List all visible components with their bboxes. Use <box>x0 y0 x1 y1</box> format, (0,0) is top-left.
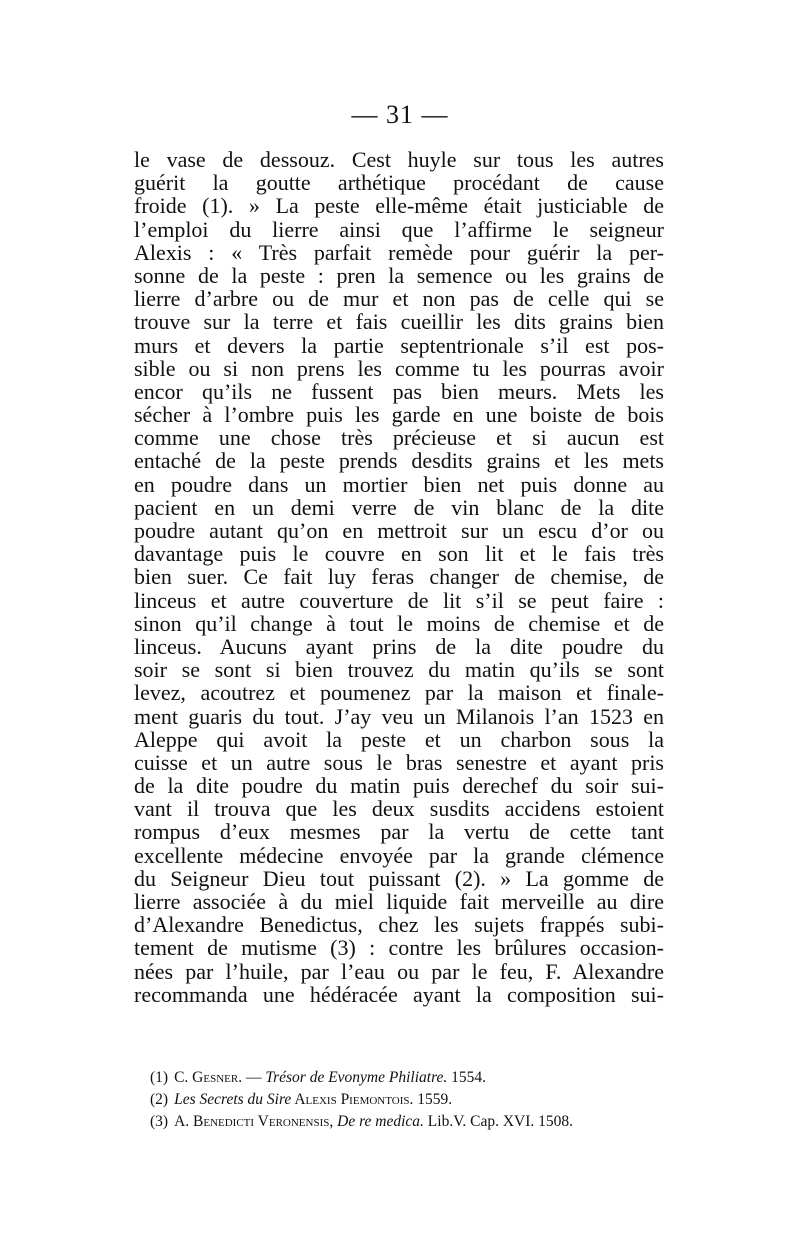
text-line: murs et devers la partie septentrionale s’il est pos- <box>134 332 664 358</box>
text-line: l’emploi du lierre ainsi que l’affirme le seigneur <box>134 216 664 242</box>
text-line: sinon qu’il change à tout le moins de chemise et de <box>134 610 664 636</box>
page-number: — 31 — <box>351 100 449 129</box>
footnote <box>150 1067 670 1089</box>
text-line: cuisse et un autre sous le bras senestre et ayant pris <box>134 749 664 775</box>
footnote-title: De re medica. <box>337 1113 424 1130</box>
text-line: sible ou si non prens les comme tu les pourras avoir <box>134 355 664 381</box>
text-line: guérit la goutte arthétique procédant de cause <box>134 170 664 196</box>
text-line: trouve sur la terre et fais cueillir les dits grains bien <box>134 309 664 335</box>
text-line: encor qu’ils ne fussent pas bien meurs. Mets les <box>134 378 664 404</box>
text-line: du Seigneur Dieu tout puissant (2). » La gomme de <box>134 865 664 891</box>
text-line: Alexis : « Très parfait remède pour guérir la per- <box>134 239 664 265</box>
text-line: entaché de la peste prends desdits grains et les mets <box>134 448 664 474</box>
footnote-number: (2) <box>150 1091 169 1108</box>
text-line: levez, acoutrez et poumenez par la maison et finale- <box>134 680 664 706</box>
footnote-rest: Lib.V. Cap. XVI. 1508. <box>423 1113 574 1130</box>
text-line: linceus et autre couverture de lit s’il se peut faire : <box>134 587 664 613</box>
footnote-rest: 1554. <box>447 1069 487 1086</box>
text-line: soir se sont si bien trouvez du matin qu’ils se sont <box>134 657 664 683</box>
footnote-separator: — <box>242 1069 266 1086</box>
text-line: lierre associée à du miel liquide fait merveille au dire <box>134 889 664 914</box>
text-line: tement de mutisme (3) : contre les brûlures occasion- <box>134 935 664 961</box>
footnote-author: C. Gesner. <box>174 1069 243 1086</box>
text-line: le vase de dessouz. Cest huyle sur tous les autres <box>134 147 664 172</box>
text-line: poudre autant qu’on en mettroit sur un escu d’or ou <box>134 518 664 543</box>
text-line: sécher à l’ombre puis les garde en une boiste de bois <box>134 402 664 428</box>
footnote-author: A. Benedicti Veronensis, <box>174 1113 334 1130</box>
text-line: Aleppe qui avoit la peste et un charbon sous la <box>134 726 664 752</box>
footnote-title: Les Secrets du Sire <box>174 1091 292 1108</box>
footnote <box>150 1089 670 1111</box>
footnote-title: Trésor de Evonyme Philiatre. <box>265 1069 448 1086</box>
footnote-number: (1) <box>150 1069 169 1086</box>
text-line: excellente médecine envoyée par la grande clémence <box>134 842 664 868</box>
text-line: lierre d’arbre ou de mur et non pas de celle qui se <box>134 286 664 312</box>
text-line: d’Alexandre Benedictus, chez les sujets frappés subi- <box>134 912 664 938</box>
text-line: bien suer. Ce fait luy feras changer de chemise, de <box>134 564 664 590</box>
text-line: froide (1). » La peste elle-même était justiciable de <box>134 193 664 219</box>
footnote-rest: Alexis Piemontois. 1559. <box>291 1091 453 1108</box>
text-line: rompus d’eux mesmes par la vertu de cette tant <box>134 819 664 845</box>
text-line: comme une chose très précieuse et si aucun est <box>134 425 664 451</box>
text-line: davantage puis le couvre en son lit et le fais très <box>134 541 664 567</box>
text-line: ment guaris du tout. J’ay veu un Milanois l’an 1523 en <box>134 703 664 729</box>
footnote-number: (3) <box>150 1113 169 1130</box>
text-line: recommanda une hédéracée ayant la composition sui- <box>134 981 664 1007</box>
body-text <box>134 148 664 1006</box>
text-line: linceus. Aucuns ayant prins de la dite poudre du <box>134 633 664 659</box>
text-line: nées par l’huile, par l’eau ou par le feu, F. Alexandre <box>134 958 664 984</box>
text-line: vant il trouva que les deux susdits accidens estoient <box>134 796 664 822</box>
text-line: de la dite poudre du matin puis derechef du soir sui- <box>134 773 664 799</box>
footnotes <box>150 1067 670 1133</box>
text-line: pacient en un demi verre de vin blanc de la dite <box>134 494 664 520</box>
footnote <box>150 1111 670 1133</box>
text-line: en poudre dans un mortier bien net puis donne au <box>134 471 664 497</box>
text-line: sonne de la peste : pren la semence ou les grains de <box>134 262 664 288</box>
